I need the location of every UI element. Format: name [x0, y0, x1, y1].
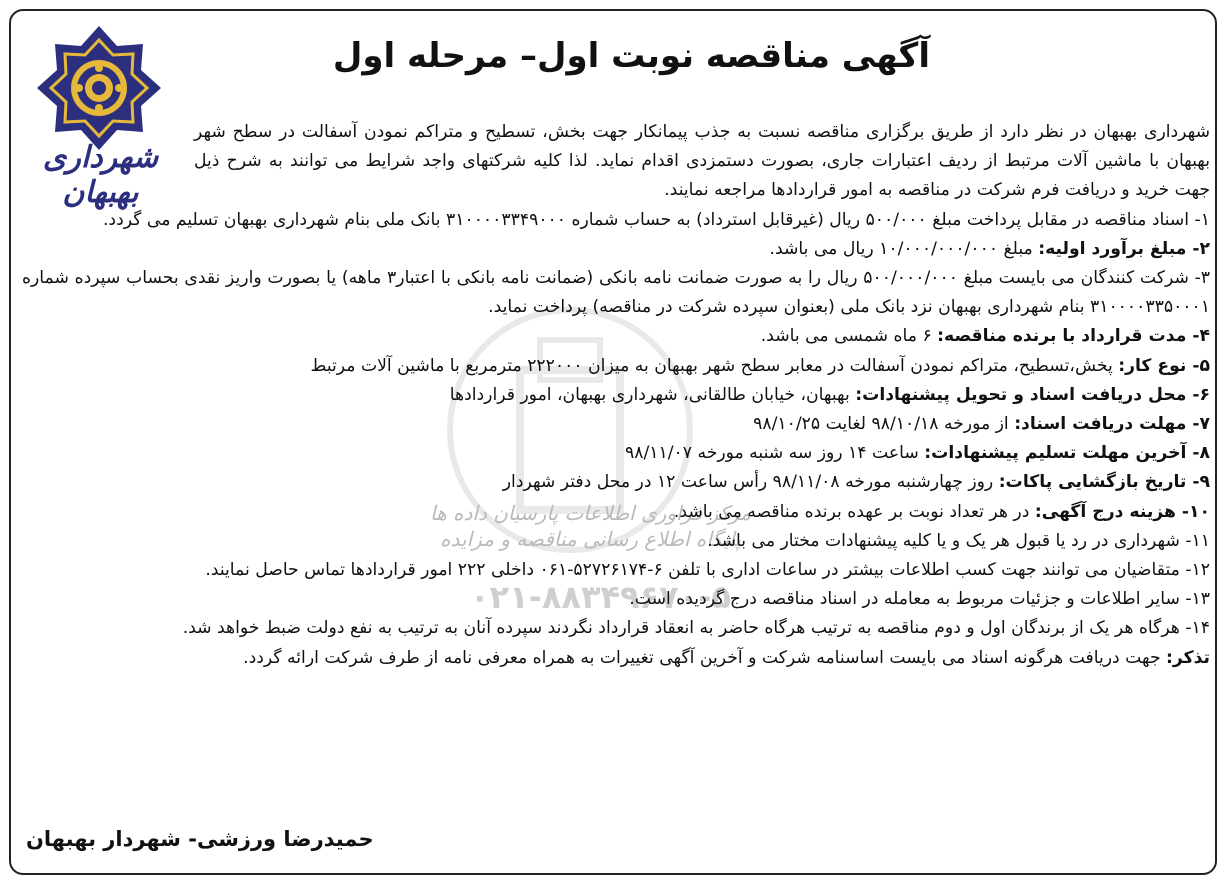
notice-item-label: ۷- مهلت دریافت اسناد:: [1014, 414, 1210, 435]
notice-item: [22, 381, 1210, 410]
notice-item-text: ۱- اسناد مناقصه در مقابل پرداخت مبلغ ۵۰۰/۰۰۰ ریال (غیرقابل استرداد) به حساب شماره ۳۱۰۰۰۰۳۳۴۹۰۰۰ بانک ملی بنام شهرداری بهبهان تسلیم می گردد.: [102, 209, 1210, 230]
notice-item-text: جهت دریافت هرگونه اسناد می بایست اساسنامه شرکت و آخرین آگهی تغییرات به همراه معرفی نامه از طرف شرکت ارائه گردد.: [243, 647, 1167, 668]
notice-item-label: ۴- مدت قرارداد با برنده مناقصه:: [937, 326, 1210, 347]
logo-text: شهرداری بهبهان: [42, 140, 159, 210]
notice-item-text: ۱۲- متقاضیان می توانند جهت کسب اطلاعات بیشتر در ساعات اداری با تلفن ۶-۵۲۷۲۶۱۷۴-۰۶۱ داخلی ۲۲۲ امور قراردادها تماس حاصل نمایند.: [205, 560, 1210, 581]
notice-item: [22, 206, 1210, 235]
notice-intro: شهرداری بهبهان در نظر دارد از طریق برگزاری مناقصه نسبت به جذب پیمانکار جهت بخش، تسطیح و متراکم نمودن آسفالت در سطح شهر بهبهان با ماشین آلات مرتبط از ردیف اعتبارات جاری، بصورت دستمزدی اقدام نماید. لذا کلیه شرکتهای واجد شرایط می توانند به شرح ذیل جهت خرید و دریافت فرم شرکت در مناقصه به امور قراردادها مراجعه نمایند.: [194, 122, 1210, 201]
notice-item-text: ۱۱- شهرداری در رد یا قبول هر یک و یا کلیه پیشنهادات مختار می باشد.: [707, 530, 1210, 551]
notice-item-text: در هر تعداد نوبت بر عهده برنده مناقصه می باشد.: [673, 501, 1035, 522]
notice-item: [22, 410, 1210, 439]
notice-item-label: تذکر:: [1166, 647, 1210, 668]
notice-item: [22, 468, 1210, 497]
notice-item-label: ۲- مبلغ برآورد اولیه:: [1038, 238, 1210, 259]
notice-item: [22, 264, 1210, 322]
notice-item: [22, 498, 1210, 527]
notice-item-label: ۹- تاریخ بازگشایی پاکات:: [998, 472, 1210, 493]
notice-item-text: ۱۴- هرگاه هر یک از برندگان اول و دوم مناقصه به ترتیب هرگاه حاضر به انعقاد قرارداد نگردند سپرده آنان به ترتیب به نفع دولت ضبط خواهد شد.: [182, 618, 1210, 639]
notice-item-label: ۶- محل دریافت اسناد و تحویل پیشنهادات:: [855, 384, 1210, 405]
notice-item-label: ۱۰- هزینه درج آگهی:: [1034, 501, 1210, 522]
notice-item-text: ۱۳- سایر اطلاعات و جزئیات مربوط به معامله در اسناد مناقصه درج گردیده است.: [629, 589, 1210, 610]
notice-title: آگهی مناقصه نوبت اول– مرحله اول: [332, 36, 930, 76]
notice-item-text: پخش،تسطیح، متراکم نمودن آسفالت در معابر سطح شهر بهبهان به میزان ۲۲۲۰۰۰ مترمربع با ماشین آلات مرتبط: [310, 355, 1119, 376]
notice-item-text: بهبهان، خیابان طالقانی، شهرداری بهبهان، امور قراردادها: [449, 384, 856, 405]
notice-item-text: از مورخه ۹۸/۱۰/۱۸ لغایت ۹۸/۱۰/۲۵: [753, 414, 1015, 435]
notice-item-text: ساعت ۱۴ روز سه شنبه مورخه ۹۸/۱۱/۰۷: [625, 443, 925, 464]
watermark-line-2: پایگاه اطلاع رسانی مناقصه و مزایده: [440, 527, 741, 551]
notice-item-label: ۵- نوع کار:: [1118, 355, 1210, 376]
notice-item: [22, 322, 1210, 351]
notice-item: [22, 527, 1210, 556]
watermark-line-1: مرکز فراوری اطلاعات پارسیان داده ها: [430, 501, 751, 525]
notice-item: [22, 235, 1210, 264]
signature: حمیدرضا ورزشی- شهردار بهبهان: [26, 827, 374, 851]
notice-item: [22, 614, 1210, 643]
notice-items: [22, 206, 1210, 673]
notice-body: [22, 118, 1210, 673]
notice-item: [22, 439, 1210, 468]
notice-item-text: مبلغ ۱۰/۰۰۰/۰۰۰/۰۰۰ ریال می باشد.: [769, 238, 1039, 259]
notice-item-text: روز چهارشنبه مورخه ۹۸/۱۱/۰۸ رأس ساعت ۱۲ در محل دفتر شهردار: [502, 472, 999, 493]
notice-item: [22, 352, 1210, 381]
notice-item: [22, 556, 1210, 585]
watermark-phone: ۰۲۱-۸۸۳۴۹۶۷۰-۵: [470, 578, 731, 616]
notice-item-label: ۸- آخرین مهلت تسلیم پیشنهادات:: [924, 443, 1210, 464]
notice-item-text: ۳- شرکت کنندگان می بایست مبلغ ۵۰۰/۰۰۰/۰۰۰ ریال را به صورت ضمانت نامه بانکی (ضمانت نامه بانکی با اعتبار۳ ماهه) یا بصورت واریز نقدی بحساب سپرده شماره ۳۱۰۰۰۰۳۳۵۰۰۰۱ بنام شهرداری بهبهان نزد بانک ملی (بعنوان سپرده شرکت در مناقصه) پرداخت نماید.: [22, 268, 1211, 318]
notice-item: [22, 644, 1210, 673]
notice-item: [22, 585, 1210, 614]
notice-item-text: ۶ ماه شمسی می باشد.: [760, 326, 938, 347]
